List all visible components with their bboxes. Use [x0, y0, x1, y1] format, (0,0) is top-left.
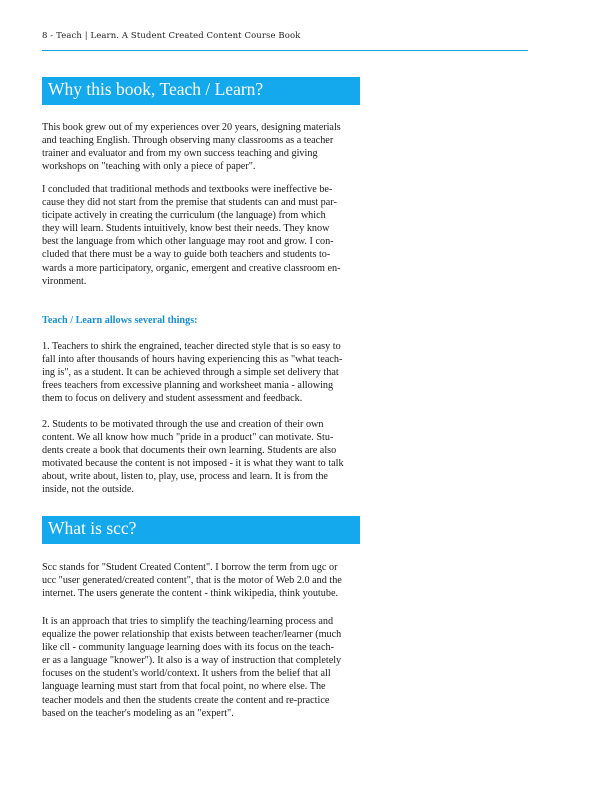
text-line: Scc stands for "Student Created Content". I borrow the term from ugc or — [42, 562, 338, 573]
text-line: like cll - community language learning does with its focus on the teach- — [42, 642, 334, 654]
text-line: them to focus on delivery and student assessment and feedback. — [42, 393, 303, 405]
text-line: based on the teacher's modeling as an "expert". — [42, 707, 234, 719]
text-line: cause they did not start from the premise that students can and must par- — [42, 197, 337, 209]
text-line: workshops on "teaching with only a piece of paper". — [42, 161, 256, 173]
text-line: they will learn. Students intuitively, know best their needs. They know — [42, 223, 330, 235]
text-line: inside, not the outside. — [42, 484, 134, 496]
text-line: I concluded that traditional methods and textbooks were ineffective be- — [42, 184, 333, 195]
point-2 — [42, 418, 372, 497]
text-line: 1. Teachers to shirk the engrained, teacher directed style that is so easy to — [42, 341, 341, 352]
section-title: Why this book, Teach / Learn? — [48, 79, 264, 99]
text-line: language learning must start from that focal point, no where else. The — [42, 681, 326, 693]
section-title: What is scc? — [48, 518, 137, 538]
text-line: focuses on the student's world/context. It ushers from the belief that all — [42, 668, 331, 680]
text-line: teacher models and then the students create the content and re-practice — [42, 694, 330, 706]
text-line: er as a language "knower"). It also is a way of instruction that completely — [42, 655, 342, 667]
text-line: trainer and evaluator and from my own success teaching and giving — [42, 148, 318, 160]
text-line: cluded that there must be a way to guide both teachers and students to- — [42, 249, 331, 261]
text-line: It is an approach that tries to simplify the teaching/learning process and — [42, 616, 334, 627]
text-line: fall into after thousands of hours having experiencing this as "what teach- — [42, 354, 343, 366]
text-line: ticipate actively in creating the curriculum (the language) from which — [42, 210, 326, 222]
header-rule — [42, 50, 528, 51]
point-1 — [42, 340, 372, 405]
text-line: best the language from which other language may root and grow. I con- — [42, 236, 334, 248]
paragraph-scc-approach — [42, 615, 372, 720]
text-line: This book grew out of my experiences over 20 years, designing materials — [42, 122, 341, 133]
text-line: ing is", as a student. It can be achieved through a simple set delivery that — [42, 367, 339, 379]
text-line: dents create a book that documents their own learning. Students are also — [42, 445, 337, 457]
text-line: wards a more participatory, organic, emergent and creative classroom en- — [42, 262, 341, 274]
paragraph-scc-definition — [42, 561, 372, 600]
text-line: content. We all know how much "pride in a product" can motivate. Stu- — [42, 432, 334, 444]
text-line: motivated because the content is not imposed - it is what they want to talk — [42, 458, 344, 470]
paragraph-conclusion — [42, 183, 372, 288]
text-line: equalize the power relationship that exists between teacher/learner (much — [42, 629, 342, 641]
text-line: about, write about, listen to, play, use, process and learn. It is from the — [42, 471, 328, 483]
subheading-allows: Teach / Learn allows several things: — [42, 315, 198, 326]
running-head: 8 - Teach | Learn. A Student Created Content Course Book — [42, 31, 301, 41]
section-heading-why-this-book — [42, 77, 360, 105]
paragraph-intro — [42, 121, 372, 173]
text-line: internet. The users generate the content - think wikipedia, think youtube. — [42, 588, 339, 600]
text-line: ucc "user generated/created content", that is the motor of Web 2.0 and the — [42, 575, 342, 587]
section-heading-what-is-scc — [42, 516, 360, 544]
text-line: vironment. — [42, 275, 87, 287]
text-line: 2. Students to be motivated through the use and creation of their own — [42, 419, 324, 430]
text-line: frees teachers from excessive planning and worksheet mania - allowing — [42, 380, 334, 392]
text-line: and teaching English. Through observing many classrooms as a teacher — [42, 135, 334, 147]
